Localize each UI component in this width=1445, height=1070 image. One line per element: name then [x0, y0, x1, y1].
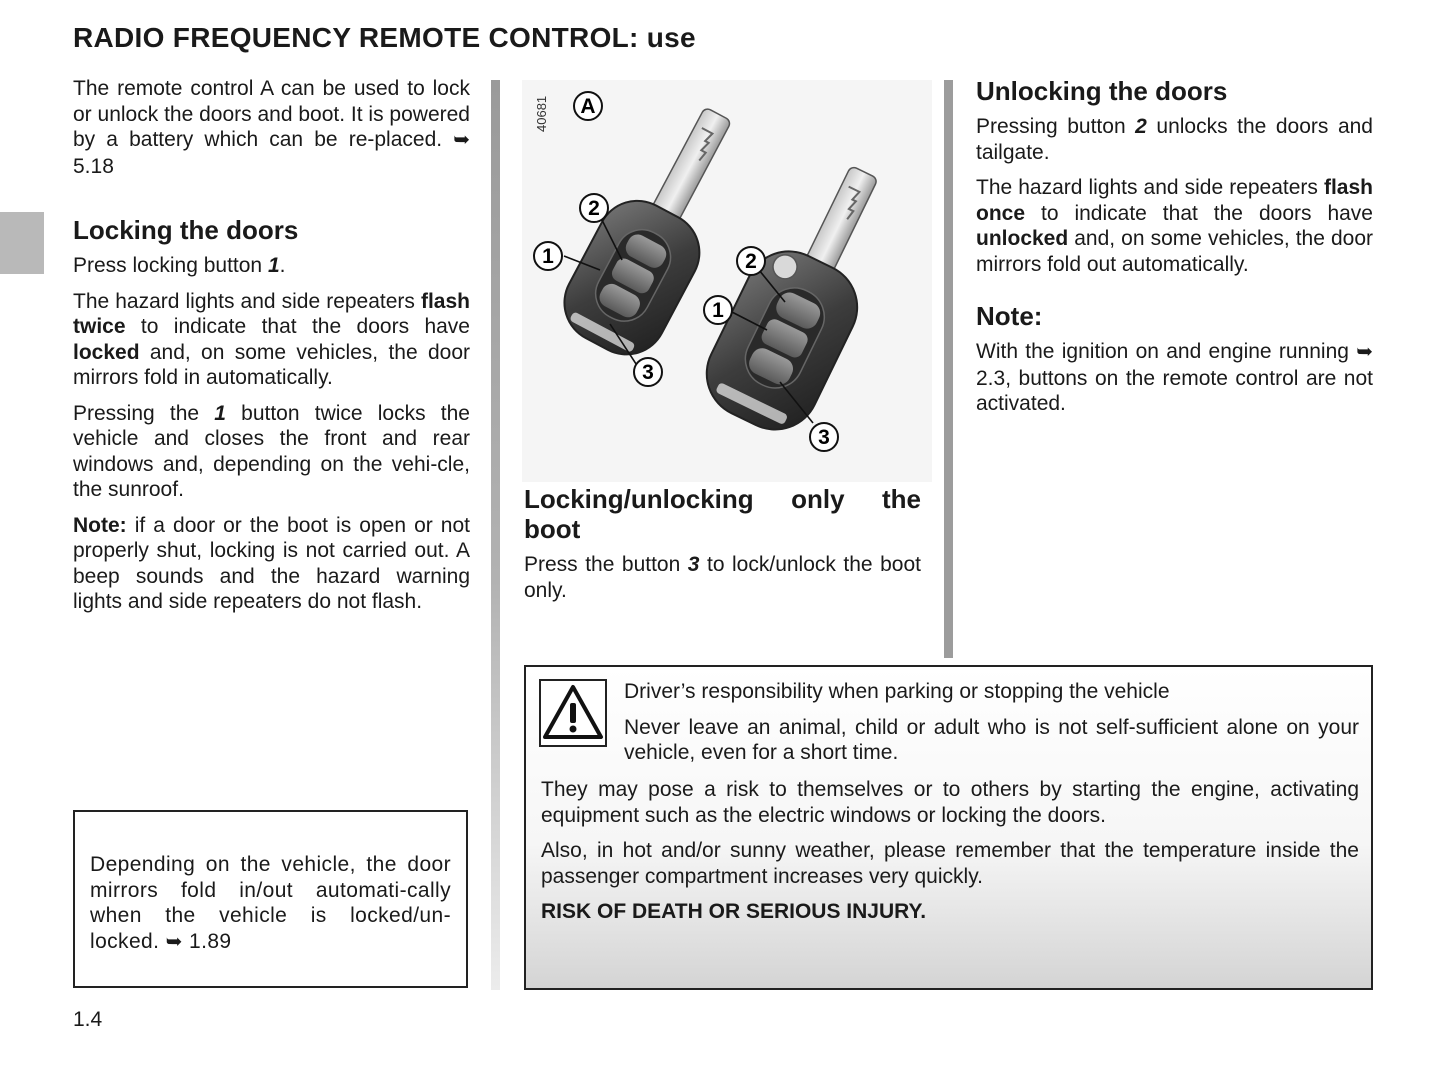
press-twice-paragraph: Pressing the 1 button twice locks the vehicle and closes the front and rear windows and, depending on the vehi-cle, the sunroof. [73, 401, 470, 501]
intro-paragraph: The remote control A can be used to lock or unlock the doors and boot. It is powered by a battery which can be re-placed. ➥ 5.18 [73, 77, 470, 178]
reference-arrow-icon: ➥ [165, 930, 183, 953]
page-number: 1.4 [73, 1008, 103, 1031]
column-divider-right [944, 80, 953, 658]
callout-2-key2 [737, 247, 765, 275]
right-column [976, 76, 1373, 427]
svg-text:3: 3 [642, 361, 654, 384]
lock-note-paragraph: Note: if a door or the boot is open or not properly shut, locking is not carried out. A beep sounds and the hazard warning lights and side repeaters do not flash. [73, 513, 470, 613]
svg-text:2: 2 [745, 250, 757, 273]
press-locking-paragraph: Press locking button 1. [73, 254, 286, 277]
warning-heading-block [624, 679, 1359, 776]
callout-2-key1 [580, 194, 608, 222]
warning-body [541, 777, 1359, 935]
callout-3-key1 [634, 358, 662, 386]
column-divider-left [491, 80, 500, 990]
chapter-tab-marker [0, 212, 44, 274]
middle-column [524, 484, 921, 613]
mirror-info-box: Depending on the vehicle, the door mirrors fold in/out automati-cally when the vehicle is locked/un-locked. ➥ 1.89 [73, 810, 468, 988]
svg-text:1: 1 [712, 299, 724, 322]
warning-triangle-icon [539, 679, 607, 747]
label-a [574, 92, 602, 120]
remote-keys-illustration [522, 80, 932, 482]
svg-text:2: 2 [588, 197, 600, 220]
key-remote-2 [692, 147, 916, 445]
svg-text:A: A [580, 95, 596, 118]
box-page-ref[interactable]: 1.89 [189, 929, 232, 953]
locking-heading: Locking the doors [73, 215, 299, 245]
hazard-lock-paragraph: The hazard lights and side repeaters flash twice to indicate that the doors have locked and, on some vehicles, the door mirrors fold in automatically. [73, 289, 470, 389]
page-title: RADIO FREQUENCY REMOTE CONTROL: use [73, 22, 696, 53]
left-column [73, 76, 470, 625]
callout-1-key2 [704, 296, 732, 324]
remote-control-figure [522, 80, 932, 482]
unlock-paragraph: Pressing button 2 unlocks the doors and tailgate. [976, 115, 1373, 164]
warning-line-4: RISK OF DEATH OR SERIOUS INJURY. [541, 900, 927, 923]
svg-text:1: 1 [542, 245, 554, 268]
callout-3-key2 [810, 423, 838, 451]
warning-line-3: Also, in hot and/or sunny weather, please remember that the temperature inside the passenger compartment increases very quickly. [541, 839, 1359, 888]
note-page-ref[interactable]: 2.3 [976, 366, 1006, 390]
ignition-note-paragraph: With the ignition on and engine running ➥ 2.3, buttons on the remote control are not activated. [976, 340, 1373, 415]
callout-1-key1 [534, 242, 562, 270]
warning-line-2: They may pose a risk to themselves or to others by starting the engine, activating equipment such as the electric windows or locking the doors. [541, 778, 1359, 827]
figure-code: 40681 [534, 95, 549, 132]
warning-box [524, 665, 1373, 990]
warning-line-1: Never leave an animal, child or adult who is not self-sufficient alone on your vehicle, even for a short time. [624, 715, 1359, 764]
hazard-unlock-paragraph: The hazard lights and side repeaters flash once to indicate that the doors have unlocked and, on some vehicles, the door mirrors fold out automatically. [976, 176, 1373, 276]
reference-arrow-icon: ➥ [453, 129, 470, 151]
boot-heading: Locking/unlocking only the boot [524, 484, 921, 544]
note-heading: Note: [976, 301, 1043, 331]
svg-text:3: 3 [818, 426, 830, 449]
reference-arrow-icon: ➥ [1356, 341, 1373, 363]
unlock-heading: Unlocking the doors [976, 76, 1228, 106]
warning-heading: Driver’s responsibility when parking or stopping the vehicle [624, 680, 1170, 703]
intro-page-ref[interactable]: 5.18 [73, 154, 114, 178]
boot-paragraph: Press the button 3 to lock/unlock the boot only. [524, 553, 921, 602]
